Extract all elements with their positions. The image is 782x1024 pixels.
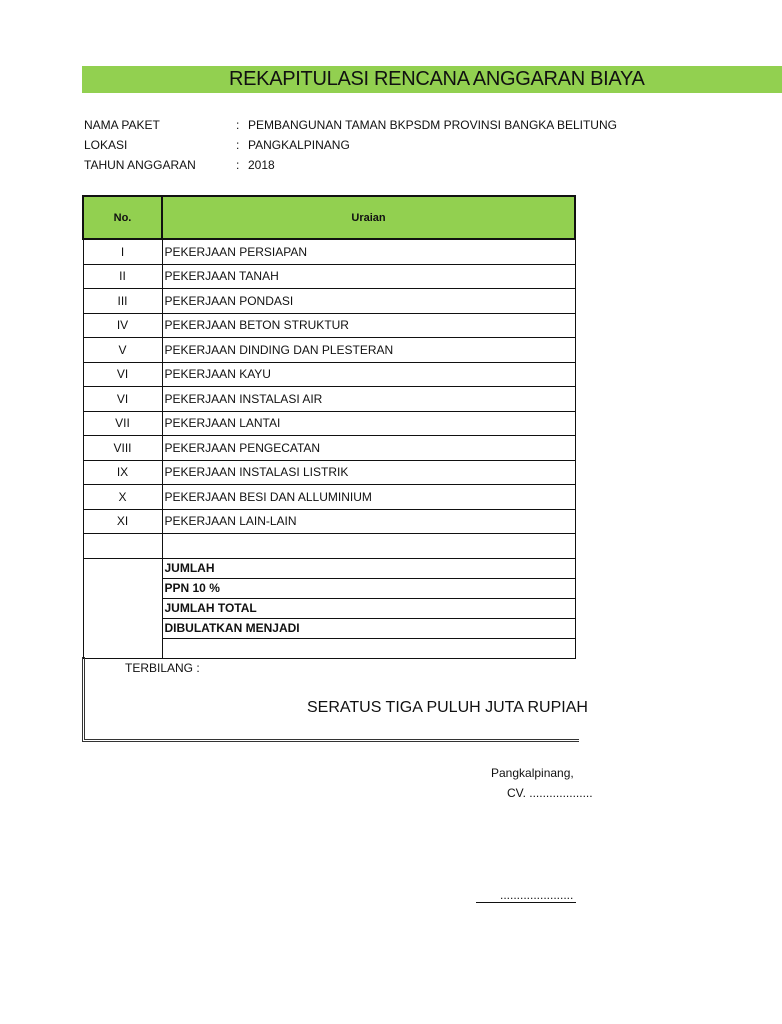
signature-name: ......................: [500, 888, 574, 902]
row-no: I: [83, 239, 162, 264]
table-row: [83, 264, 575, 289]
row-no: VI: [83, 362, 162, 387]
title-bar: [82, 66, 782, 93]
row-uraian: PEKERJAAN DINDING DAN PLESTERAN: [162, 338, 575, 363]
summary-row: [83, 558, 575, 578]
empty-row: [83, 534, 575, 559]
terbilang-label: TERBILANG :: [125, 661, 200, 675]
table-row: [83, 460, 575, 485]
row-uraian: PEKERJAAN BESI DAN ALLUMINIUM: [162, 485, 575, 510]
empty-cell: [162, 534, 575, 559]
table-row: [83, 436, 575, 461]
row-uraian: PEKERJAAN INSTALASI LISTRIK: [162, 460, 575, 485]
info-label: NAMA PAKET: [84, 118, 160, 132]
page-title: REKAPITULASI RENCANA ANGGARAN BIAYA: [229, 68, 645, 90]
info-sep: :: [236, 158, 240, 172]
table-row: [83, 313, 575, 338]
signature-place: Pangkalpinang,: [491, 766, 574, 780]
budget-table: [82, 195, 576, 659]
table-row: [83, 338, 575, 363]
row-uraian: PEKERJAAN PONDASI: [162, 289, 575, 314]
summary-label: JUMLAH TOTAL: [162, 598, 575, 618]
header-no: No.: [83, 196, 162, 239]
row-uraian: PEKERJAAN BETON STRUKTUR: [162, 313, 575, 338]
table-row: [83, 289, 575, 314]
row-no: XI: [83, 509, 162, 534]
summary-no-cell: [83, 558, 162, 658]
row-no: VII: [83, 411, 162, 436]
row-uraian: PEKERJAAN INSTALASI AIR: [162, 387, 575, 412]
row-uraian: PEKERJAAN KAYU: [162, 362, 575, 387]
summary-label: PPN 10 %: [162, 578, 575, 598]
row-no: VIII: [83, 436, 162, 461]
signature-company: CV. ...................: [507, 786, 593, 800]
info-sep: :: [236, 138, 240, 152]
row-no: II: [83, 264, 162, 289]
terbilang-box: [82, 657, 588, 742]
table-row: [83, 411, 575, 436]
row-no: VI: [83, 387, 162, 412]
row-uraian: PEKERJAAN LANTAI: [162, 411, 575, 436]
terbilang-value: SERATUS TIGA PULUH JUTA RUPIAH: [307, 699, 588, 716]
header-uraian: Uraian: [162, 196, 575, 239]
summary-label: DIBULATKAN MENJADI: [162, 618, 575, 638]
info-sep: :: [236, 118, 240, 132]
row-uraian: PEKERJAAN PENGECATAN: [162, 436, 575, 461]
summary-label: JUMLAH: [162, 558, 575, 578]
table-row: [83, 239, 575, 264]
info-label: TAHUN ANGGARAN: [84, 158, 196, 172]
row-no: X: [83, 485, 162, 510]
info-value: PANGKALPINANG: [248, 138, 350, 152]
info-value: 2018: [248, 158, 275, 172]
row-no: V: [83, 338, 162, 363]
info-label: LOKASI: [84, 138, 128, 152]
table-header: [83, 196, 575, 239]
row-uraian: PEKERJAAN LAIN-LAIN: [162, 509, 575, 534]
row-uraian: PEKERJAAN TANAH: [162, 264, 575, 289]
row-uraian: PEKERJAAN PERSIAPAN: [162, 239, 575, 264]
signature-line: [476, 902, 576, 903]
row-no: IX: [83, 460, 162, 485]
table-row: [83, 362, 575, 387]
table-row: [83, 509, 575, 534]
table-row: [83, 387, 575, 412]
table-row: [83, 485, 575, 510]
empty-cell: [162, 638, 575, 658]
row-no: III: [83, 289, 162, 314]
row-no: IV: [83, 313, 162, 338]
empty-cell: [83, 534, 162, 559]
info-value: PEMBANGUNAN TAMAN BKPSDM PROVINSI BANGKA BELITUNG: [248, 118, 617, 132]
